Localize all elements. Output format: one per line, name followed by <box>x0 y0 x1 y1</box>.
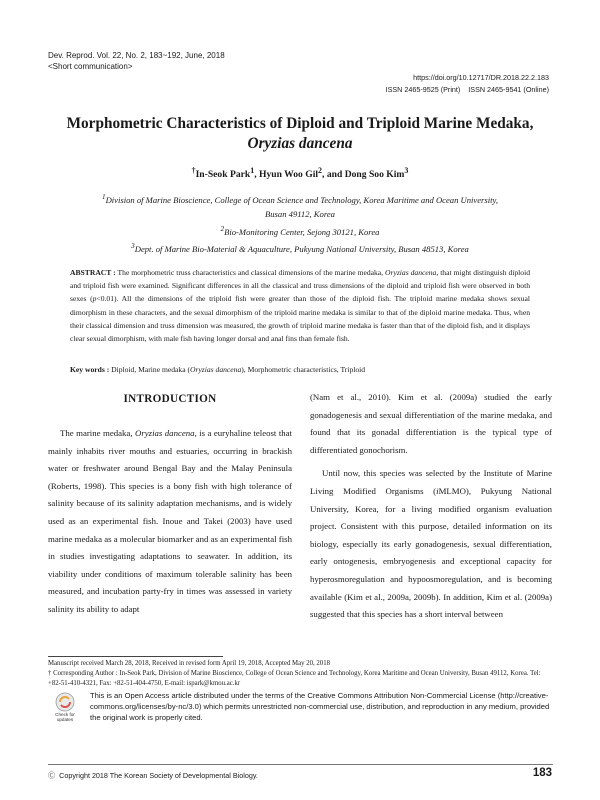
paragraph-text: , is a euryhaline teleost that mainly inhabits river mouths and estuaries, occurring in brackish water or freshwater around Bengal Bay and the Malay Peninsula (Roberts, 1998). This species is a bony fish with high tolerance of salinity because of its salinity adaptation mechanisms, and is widely used as an experimental fish. Inoue and Takei (2003) have used marine medaka as a molecular biomarker and as an experimental fish in studies investigating adaptations to seawater. In addition, its viability under conditions of maximum tolerable salinity has been measured, and incubation party-fry in times was assessed in variety salinity its ability to adapt <box>48 428 293 614</box>
author-separator: , <box>254 169 260 181</box>
paragraph-text: Until now, this species was selected by the Institute of Marine Living Modified Organisms ( <box>310 468 552 496</box>
paragraph <box>48 425 292 619</box>
abstract-label: ABSTRACT : <box>70 268 116 277</box>
keywords-text: ), Morphometric characteristics, Triploid <box>241 365 366 374</box>
footnotes <box>48 659 553 689</box>
p-value-symbol: p <box>92 294 97 304</box>
journal-info <box>48 50 225 72</box>
badge-line-2: updates <box>56 717 74 722</box>
abstract-text: <0.01). All the dimensions of the triploid fish were greater than those of the diploid fish. The triploid marine medaka shows sexual dimorphism in these characters, and the sexual dimorphism of the triploid marine medaka is similar to that of the diploid marine medaka. Thus, when their classical dimension and truss dimension was measured, the growth of triploid marine medaka is faster than that of the diploid fish, and it displays clear sexual dimorphism, with male fish having longer dorsal and anal fins than female fish. <box>70 294 530 344</box>
paragraph-text: MLMO), Pukyung National University, Korea, for a living modified organism evaluation project. Consistent with this purpose, detailed information on its biology, especially its early gonadogenesis, sexual differentiation, early ontogenesis, embryogenesis and exceptional capacity for hyperosmoregulation and hypoosmoregulation, and is becoming available (Kim et al., 2009a, 2009b). In addition, Kim et al. (2009a) suggested that this species has a short interval between <box>310 485 552 620</box>
paragraph <box>310 465 552 623</box>
article-type: <Short communication> <box>48 62 133 71</box>
italic-prefix: i <box>436 485 439 496</box>
affiliation-1 <box>40 190 560 207</box>
author-list <box>40 166 560 180</box>
species-name: Oryzias dancena <box>134 428 195 438</box>
paragraph-text: (Nam et al., 2010). Kim et al. (2009a) studied the early gonadogenesis and sexual differentiation of the marine medaka, and found that its gonadal differentiation is the typical type of differentiated gonochorism. <box>310 392 552 455</box>
doi-block <box>386 72 549 96</box>
manuscript-dates: Manuscript received March 28, 2018, Received in revised form April 19, 2018, Accepted May 20, 2018 <box>48 660 330 667</box>
author-2: Hyun Woo Gil <box>259 169 319 181</box>
footer-divider <box>48 764 553 765</box>
doi-link[interactable]: https://doi.org/10.12717/DR.2018.22.2.183 <box>413 73 549 82</box>
affiliation-2-text: Bio-Monitoring Center, Sejong 30121, Korea <box>224 226 380 237</box>
abstract-text: The morphometric truss characteristics and classical dimensions of the marine medaka, <box>115 268 386 277</box>
affiliations <box>40 190 560 257</box>
footnote-divider <box>48 656 223 657</box>
right-column <box>310 389 552 624</box>
author-separator: , and <box>322 169 345 181</box>
check-for-updates-badge[interactable] <box>48 691 82 725</box>
affiliation-1-text: Division of Marine Bioscience, College of Ocean Science and Technology, Korea Maritime and Ocean University, <box>105 194 499 205</box>
species-name: Oryzias dancena <box>385 268 437 277</box>
section-heading-introduction: INTRODUCTION <box>123 393 217 405</box>
affiliation-1-city: Busan 49112, Korea <box>265 209 335 220</box>
title-line-2: Oryzias dancena <box>247 135 353 152</box>
affiliation-1-mark: 1 <box>101 193 106 201</box>
species-name: Oryzias dancena <box>190 365 242 374</box>
page-number: 183 <box>532 767 552 779</box>
copyright: Ⓒ Copyright 2018 The Korean Society of Developmental Biology. <box>48 771 258 780</box>
paragraph-text: The marine medaka, <box>60 428 135 438</box>
keywords-label: Key words : <box>70 365 110 374</box>
author-1: In-Seok Park <box>195 169 251 181</box>
badge-line-1: Check for <box>55 712 75 717</box>
corresponding-author: † Corresponding Author : In-Seok Park, Division of Marine Bioscience, College of Ocean Science and Technology, Korea Maritime and Ocean University, Busan 49112, Korea. Tel: +82-51-410-4321, Fax: +82-51-404-4750, E-mail: ispark@kmou.ac.kr <box>48 670 541 687</box>
affiliation-3-text: Dept. of Marine Bio-Material & Aquaculture, Pukyung National University, Busan 48513, Korea <box>134 244 469 255</box>
article-title <box>40 114 560 154</box>
keywords <box>70 364 530 376</box>
title-line-1: Morphometric Characteristics of Diploid and Triploid Marine Medaka, <box>66 115 534 132</box>
paragraph <box>310 389 552 459</box>
author-2-affil: 2 <box>318 166 323 175</box>
left-column <box>48 425 292 619</box>
abstract <box>70 266 530 345</box>
affiliation-3-mark: 3 <box>131 242 135 251</box>
affiliation-2 <box>40 222 560 239</box>
abstract-text: , that might distinguish diploid and triploid fish were examined. Significant differences in all the classical and truss dimensions of the diploid and triploid fish were observed in both sexes ( <box>70 268 530 304</box>
open-access-notice: This is an Open Access article distributed under the terms of the Creative Commons Attribution Non-Commercial License (http://creative-commons.org/licenses/by-nc/3.0) which permits unrestricted non-commercial use, distribution, and reproduction in any medium, provided the original work is properly cited. <box>90 691 550 723</box>
journal-citation: Dev. Reprod. Vol. 22, No. 2, 183~192, June, 2018 <box>48 51 225 60</box>
keywords-text: Diploid, Marine medaka ( <box>109 365 190 374</box>
corresponding-mark: † <box>191 166 196 175</box>
affiliation-2-mark: 2 <box>220 224 225 233</box>
author-3-affil: 3 <box>404 166 409 175</box>
affiliation-3 <box>40 239 560 256</box>
issn-line: ISSN 2465-9525 (Print) ISSN 2465-9541 (Online) <box>385 85 549 94</box>
author-3: Dong Soo Kim <box>344 169 405 181</box>
author-1-affil: 1 <box>250 166 255 175</box>
